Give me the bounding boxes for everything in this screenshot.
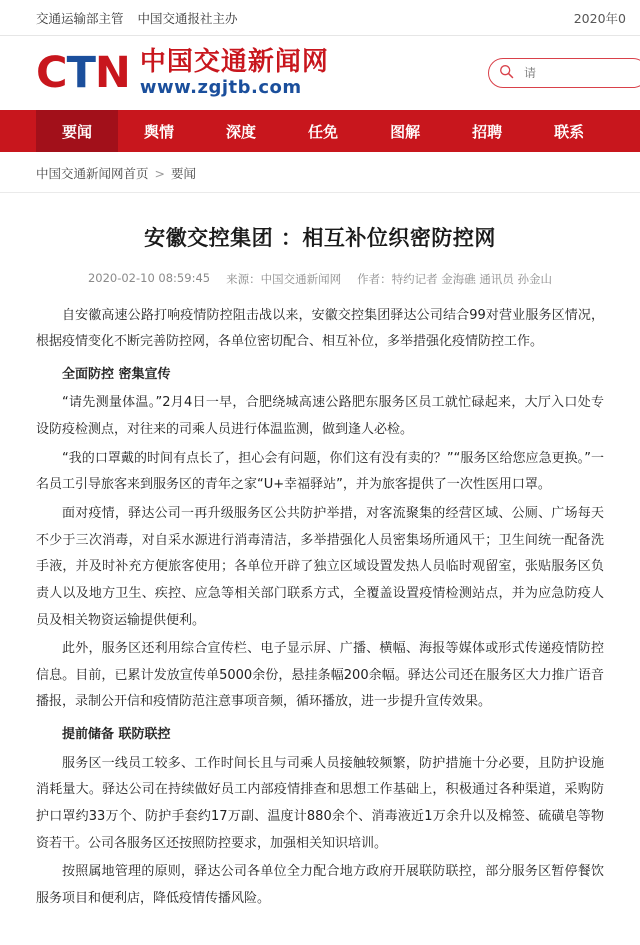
article-author: 作者：特约记者 金海礁 通讯员 孙金山 [357, 271, 553, 286]
article-body [36, 303, 604, 913]
search-icon [499, 64, 514, 83]
article-paragraph: 面对疫情，驿达公司一再升级服务区公共防护举措，对客流聚集的经营区域、公厕、广场每天不少于三次消毒，对自采水源进行消毒清洁，多举措强化人员密集场所通风干；卫生间统一配备洗手液，并及时补充方便旅客使用；各单位开辟了独立区域设置发热人员临时观留室，张贴服务区负责人以及地方卫生、疾控、应急等相关部门联系方式，全覆盖设置疫情检测站点，并为应急防疫人员及相关物资运输提供便利。 [36, 505, 604, 628]
nav-item-yaowen[interactable] [36, 110, 118, 152]
ctn-logo-mark [36, 47, 130, 98]
logo-letter-n: N [94, 47, 130, 98]
article-source: 来源：中国交通新闻网 [226, 271, 342, 286]
nav-label: 任免 [308, 122, 339, 141]
article-paragraph: 按照属地管理的原则，驿达公司各单位全力配合地方政府开展联防联控，部分服务区暂停餐饮服务项目和便利店，降低疫情传播风险。 [36, 864, 604, 906]
masthead [0, 36, 640, 110]
page-title: 安徽交控集团 ：相互补位织密防控网 [144, 226, 496, 250]
breadcrumb [0, 152, 640, 193]
nav-item-tujie[interactable] [364, 110, 446, 152]
article-subheading: 提前储备 联防联控 [62, 727, 171, 743]
top-bar-supervisor: 交通运输部主管 [36, 10, 124, 26]
nav-label: 要闻 [62, 122, 93, 141]
search-box[interactable] [488, 58, 640, 88]
nav-item-yuqing[interactable] [118, 110, 200, 152]
nav-item-shendu[interactable] [200, 110, 282, 152]
nav-label: 联系 [554, 122, 585, 141]
top-bar-date: 2020年0 [573, 10, 626, 26]
breadcrumb-current: 要闻 [171, 166, 197, 181]
nav-label: 招聘 [472, 122, 503, 141]
article-subheading: 全面防控 密集宣传 [62, 366, 171, 382]
nav-label: 舆情 [144, 122, 175, 141]
article-paragraph: 此外，服务区还利用综合宣传栏、电子显示屏、广播、横幅、海报等媒体或形式传递疫情防控信息。目前，已累计发放宣传单5000余份，悬挂条幅200余幅。驿达公司还在服务区大力推广语音播报，录制公开信和疫情防范注意事项音频，循环播放，进一步提升宣传效果。 [36, 641, 604, 710]
nav-label: 图解 [390, 122, 421, 141]
main-nav [0, 110, 640, 152]
article-paragraph: 自安徽高速公路打响疫情防控阻击战以来，安徽交控集团驿达公司结合99对营业服务区情况，根据疫情变化不断完善防控网，各单位密切配合、相互补位，多举措强化疫情防控工作。 [36, 307, 604, 350]
site-name [140, 48, 329, 98]
article-paragraph: “请先测量体温。”2月4日一早，合肥绕城高速公路肥东服务区员工就忙碌起来，大厅入口处专设防疫检测点，对往来的司乘人员进行体温监测，做到逢人必检。 [36, 395, 604, 438]
article-paragraph: “我的口罩戴的时间有点长了，担心会有问题，你们这有没有卖的？”“服务区给您应急更换。”一名员工引导旅客来到服务区的青年之家“U+幸福驿站”，并为旅客提供了一次性医用口罩。 [36, 450, 604, 493]
ctn-letters [36, 47, 130, 98]
breadcrumb-separator: > [154, 165, 165, 181]
breadcrumb-home[interactable]: 中国交通新闻网首页 [36, 166, 149, 181]
nav-item-lianxi[interactable] [528, 110, 610, 152]
top-bar [0, 0, 640, 36]
site-logo[interactable] [36, 48, 329, 98]
nav-item-zhaopin[interactable] [446, 110, 528, 152]
article-meta [36, 271, 604, 287]
article [0, 193, 640, 945]
nav-label: 深度 [226, 122, 257, 141]
nav-item-renmian[interactable] [282, 110, 364, 152]
site-name-cn: 中国交通新闻网 [139, 47, 329, 78]
article-paragraph: 服务区一线员工较多、工作时间长且与司乘人员接触较频繁，防护措施十分必要，且防护设施消耗量大。驿达公司在持续做好员工内部疫情排查和思想工作基础上，积极通过各种渠道，采购防护口罩约33万个、防护手套约17万副、温度计880余个、消毒液近1万余升以及棉签、硫磺皂等物资若干。公司各服务区还按照防控要求，加强相关知识培训。 [36, 755, 604, 851]
logo-letter-t: T [66, 47, 95, 98]
logo-letter-c: C [36, 47, 67, 98]
search-input[interactable] [522, 65, 637, 81]
article-date: 2020-02-10 08:59:45 [87, 270, 211, 285]
top-bar-sponsor: 中国交通报社主办 [137, 10, 238, 26]
site-name-en: www.zgjtb.com [139, 76, 302, 98]
top-bar-left [36, 9, 238, 27]
